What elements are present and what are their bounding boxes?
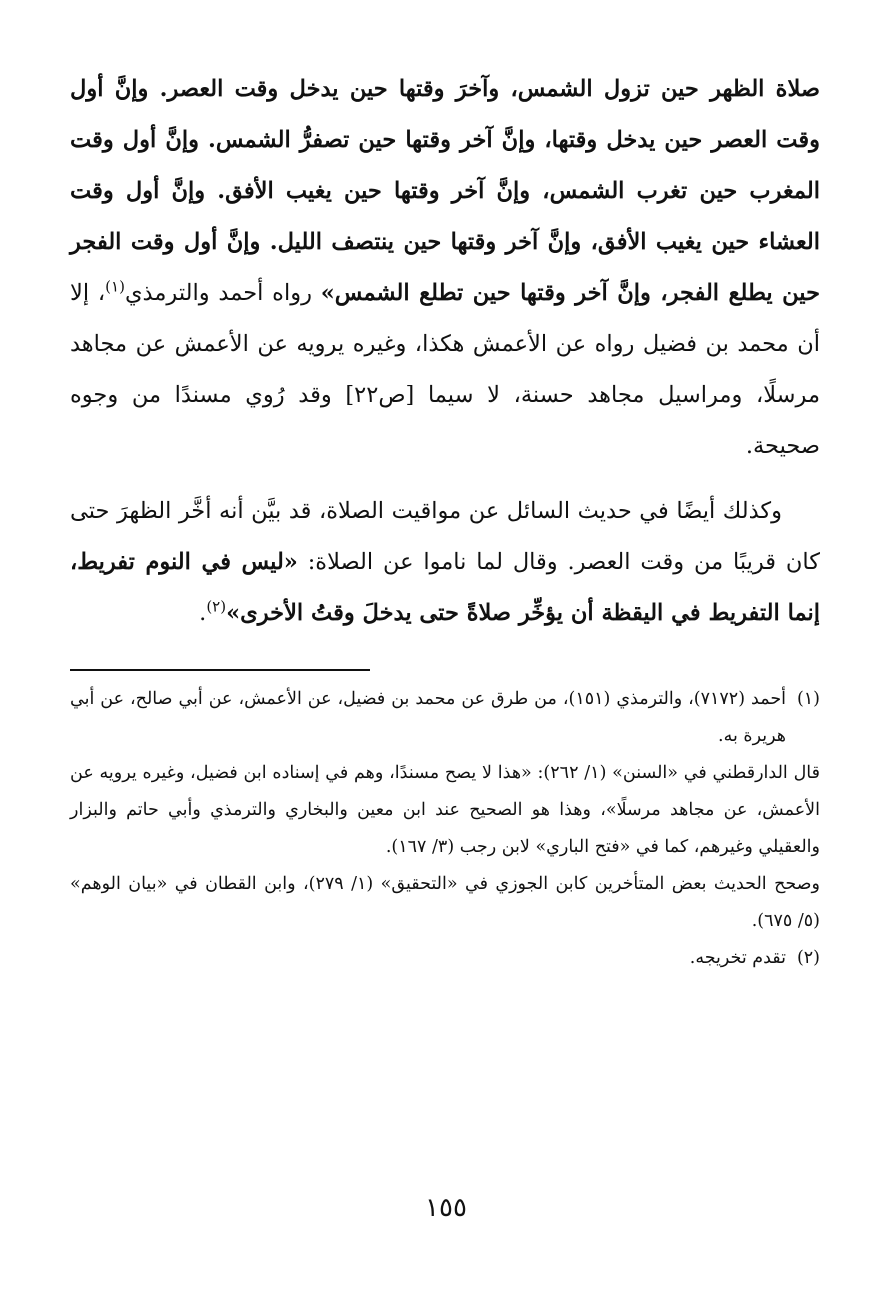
footnote-1 — [70, 681, 820, 755]
footnote-number: (١) — [796, 689, 820, 709]
page-number: ١٥٥ — [425, 1193, 467, 1223]
paragraph-text: رواه أحمد والترمذي — [124, 280, 321, 306]
footnote-body — [70, 940, 786, 977]
footnote-body — [70, 681, 786, 755]
paragraph-sleep-hadith — [70, 486, 820, 639]
document-page — [70, 64, 820, 1290]
paragraph-end: . — [199, 600, 207, 626]
footnote-paragraph: أحمد (٧١٧٢)، والترمذي (١٥١)، من طرق عن محمد بن فضيل، عن الأعمش، عن أبي صالح، عن أبي هريرة به. — [70, 689, 786, 746]
footnote-ref-1[interactable]: (١) — [105, 277, 125, 296]
hadith-quote: «ليس في النوم تفريط، إنما التفريط في اليقظة أن يؤخِّر صلاةً حتى يدخلَ وقتُ الأخرى» — [70, 549, 820, 626]
paragraph-text: وكذلك أيضًا في حديث السائل عن مواقيت الصلاة، قد بيَّن أنه أخَّر الظهرَ حتى كان قريبًا من وقت العصر. وقال لما ناموا عن الصلاة: — [70, 498, 820, 575]
footnotes — [70, 681, 820, 977]
footnote-1-continuation — [70, 755, 820, 940]
footnote-paragraph: وصحح الحديث بعض المتأخرين كابن الجوزي في «التحقيق» (١/ ٢٧٩)، وابن القطان في «بيان الوهم» (٥/ ٦٧٥). — [70, 874, 820, 931]
main-text — [70, 64, 820, 639]
footnote-paragraph: تقدم تخريجه. — [689, 948, 786, 968]
footnote-divider — [70, 669, 370, 671]
footnote-2 — [70, 940, 820, 977]
paragraph-hadith-times — [70, 64, 820, 472]
footnote-ref-2[interactable]: (٢) — [206, 597, 227, 616]
hadith-quote: صلاة الظهر حين تزول الشمس، وآخرَ وقتها حين يدخل وقت العصر. وإنَّ أول وقت العصر حين يدخل وقتها، وإنَّ آخر وقتها حين تصفرُّ الشمس. وإنَّ أول وقت المغرب حين تغرب الشمس، وإنَّ آخر وقتها حين يغيب الأفق. وإنَّ أول وقت العشاء حين يغيب الأفق، وإنَّ آخر وقتها حين ينتصف الليل. وإنَّ أول وقت الفجر حين يطلع الفجر، وإنَّ آخر وقتها حين تطلع الشمس» — [70, 76, 820, 306]
footnote-number: (٢) — [796, 948, 820, 968]
footnote-body — [70, 755, 820, 940]
paragraph-text: ، إلا أن محمد بن فضيل رواه عن الأعمش هكذا، وغيره يرويه عن الأعمش عن مجاهد مرسلًا، ومراسيل مجاهد حسنة، لا سيما [ص٢٢] وقد رُوي مسندًا من وجوه صحيحة. — [70, 280, 820, 459]
footnote-paragraph: قال الدارقطني في «السنن» (١/ ٢٦٢): «هذا لا يصح مسندًا، وهم في إسناده ابن فضيل، وغيره يرويه عن الأعمش، عن مجاهد مرسلًا»، وهذا هو الصحيح عند ابن معين والبخاري والترمذي وأبي حاتم والبزار والعقيلي وغيرهم، كما في «فتح الباري» لابن رجب (٣/ ١٦٧). — [70, 763, 820, 857]
